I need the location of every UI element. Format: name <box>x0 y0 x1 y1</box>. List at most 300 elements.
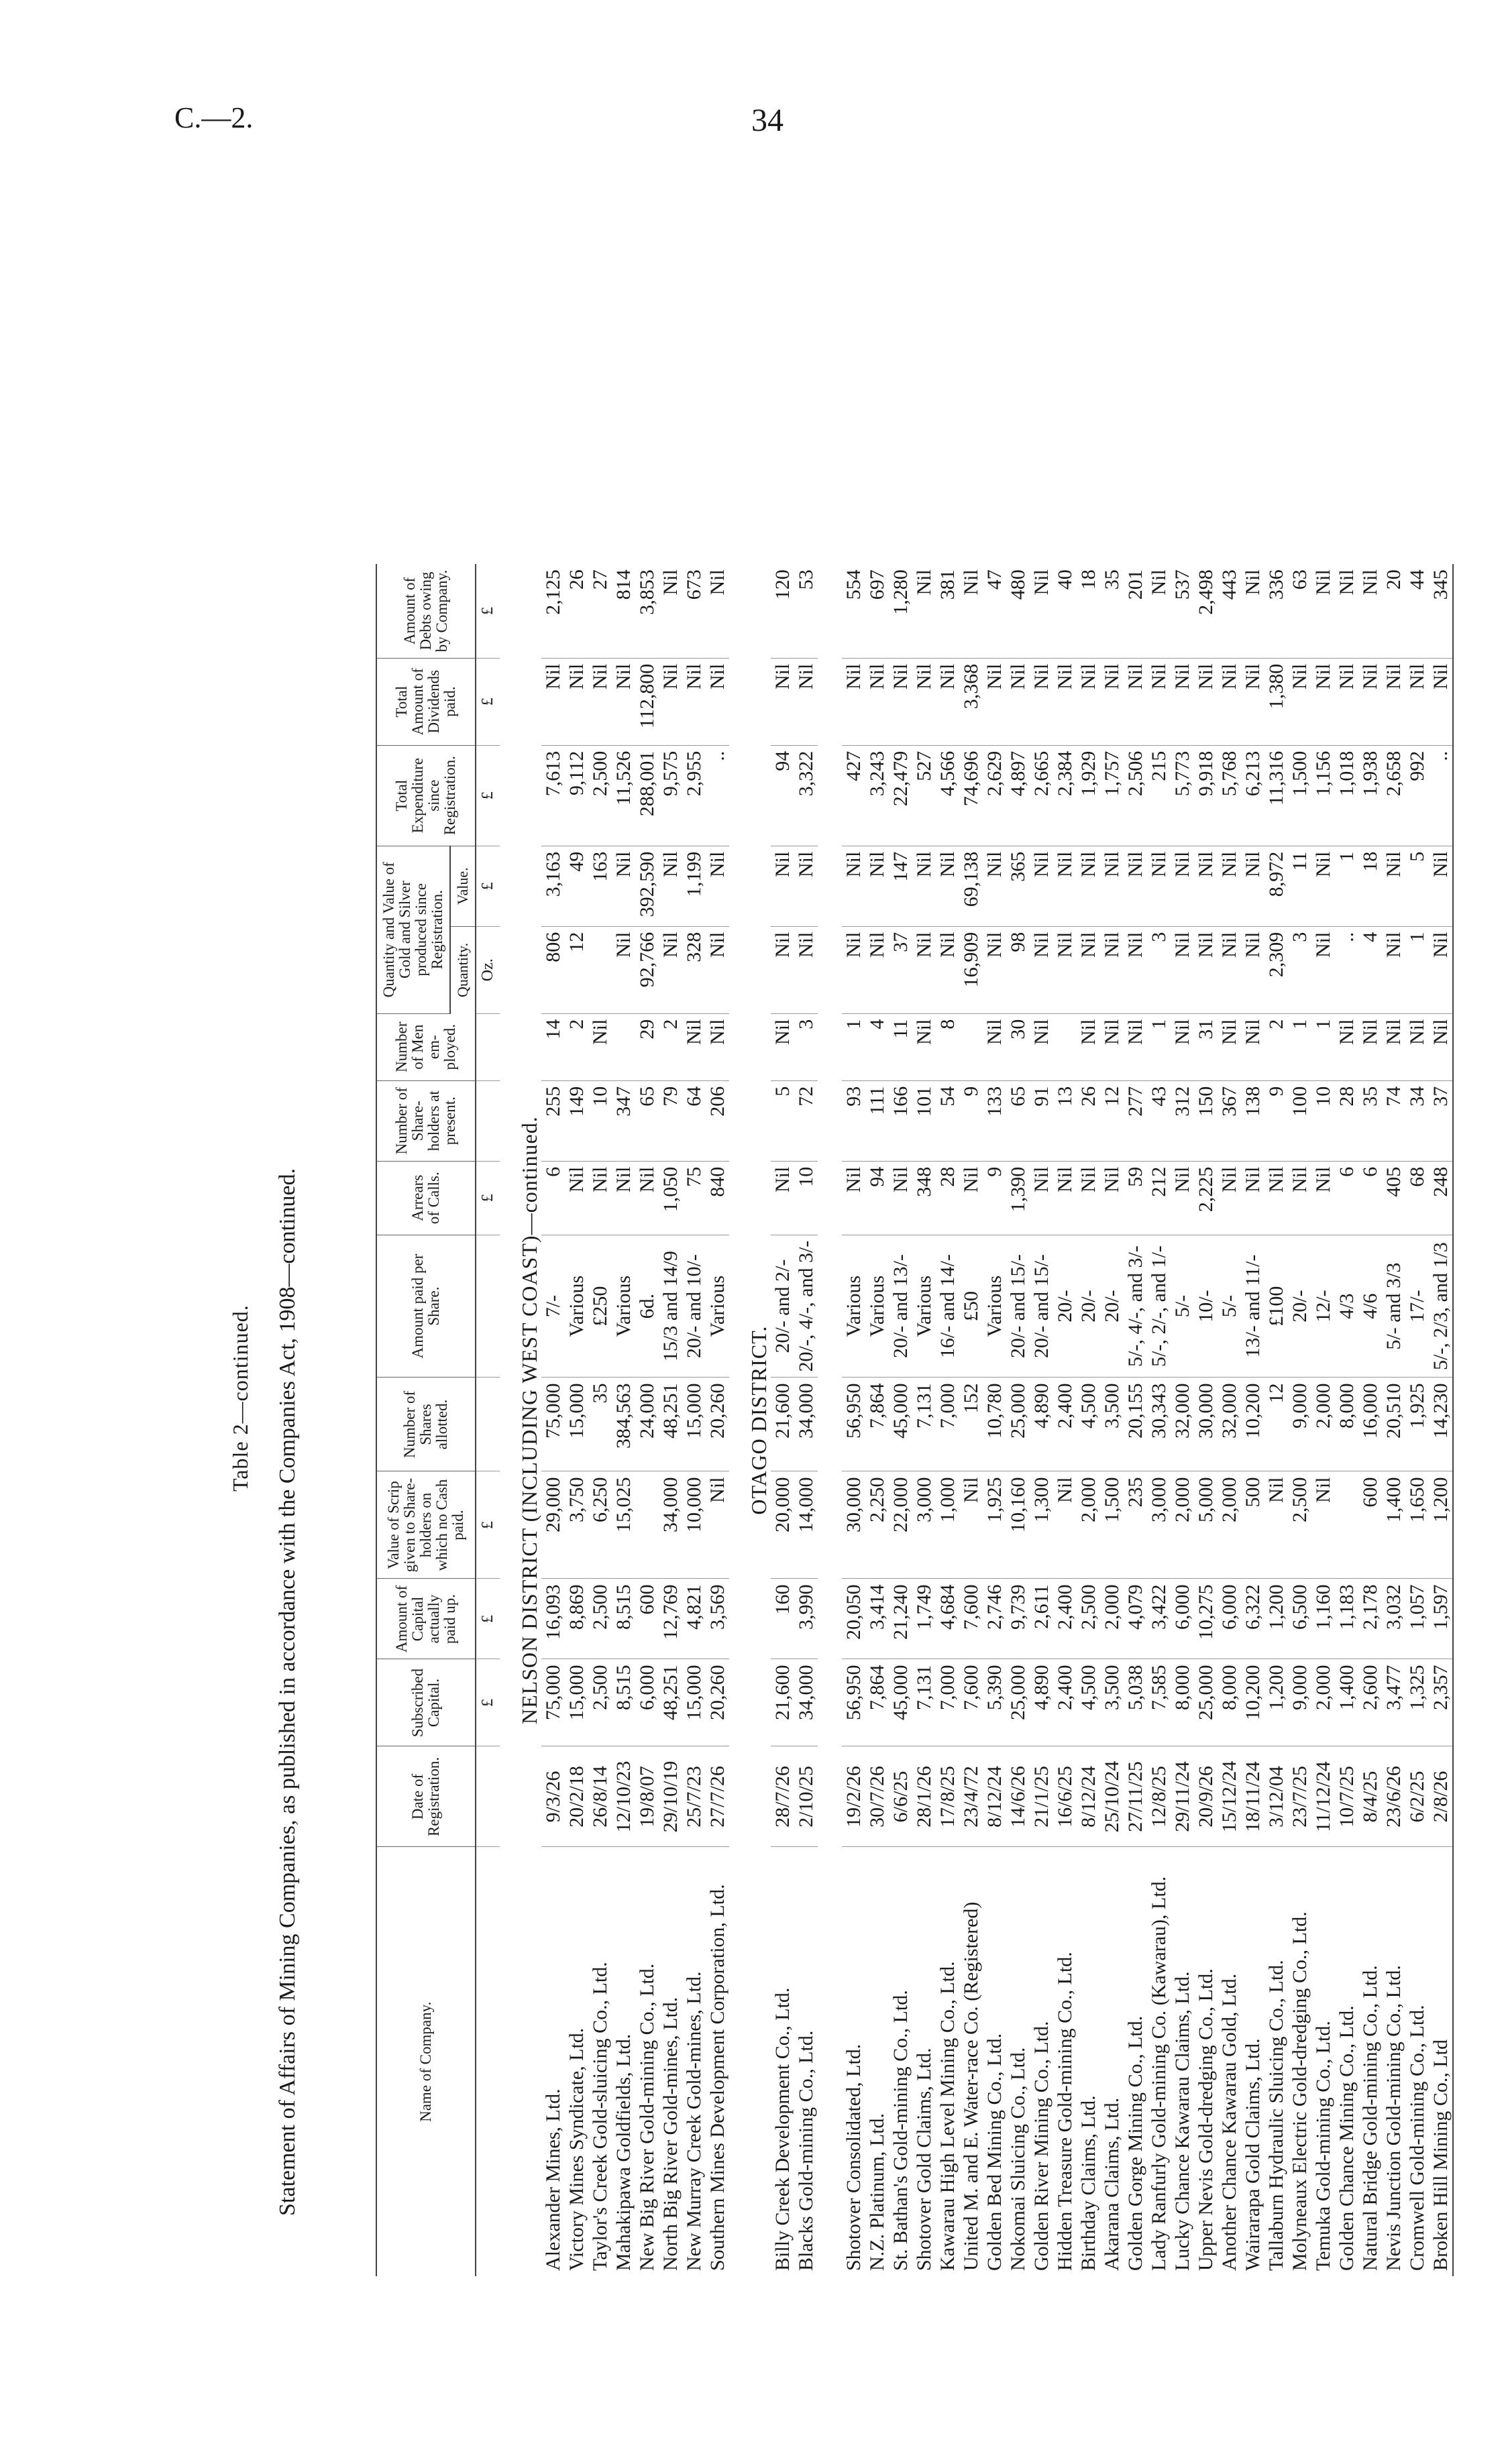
table-cell: 9,000 <box>1288 1378 1311 1471</box>
table-cell: Nil <box>1241 658 1265 745</box>
table-cell: 312 <box>1171 1080 1194 1161</box>
table-cell: 20/9/26 <box>1194 1746 1218 1847</box>
table-row <box>1405 564 1429 2276</box>
table-cell: 2,000 <box>1100 1579 1124 1659</box>
table-cell: Nil <box>682 658 706 745</box>
table-cell: 48,251 <box>659 1659 682 1746</box>
table-cell: Nil <box>771 846 794 926</box>
company-name-cell: Shotover Gold Claims, Ltd. <box>913 2048 935 2271</box>
table-cell: 3,500 <box>1100 1659 1124 1746</box>
table-cell: 1,925 <box>983 1471 1006 1579</box>
table-cell: 65 <box>1006 1080 1030 1161</box>
table-cell: 11,526 <box>612 745 635 846</box>
table-cell: 345 <box>1429 564 1453 658</box>
table-cell: 29/10/19 <box>659 1746 682 1847</box>
table-cell: .. <box>1335 926 1358 1013</box>
table-row <box>771 564 794 2276</box>
col-debts-header: Amount of Debts owing by Company. <box>376 564 476 658</box>
table-cell: 149 <box>565 1080 588 1161</box>
table-cell: Nil <box>1053 926 1077 1013</box>
table-cell: 814 <box>612 564 635 658</box>
col-paid-header: Amount of Capital actually paid up. <box>376 1579 476 1659</box>
table-cell: Various <box>983 1235 1006 1378</box>
table-row <box>912 564 936 2276</box>
table-cell: £100 <box>1265 1235 1288 1378</box>
table-cell: 381 <box>936 564 959 658</box>
col-expenditure-header: Total Expenditure since Registration. <box>376 745 476 846</box>
table-cell: 15,000 <box>565 1378 588 1471</box>
table-cell: 1,200 <box>1429 1471 1453 1579</box>
table-cell: Nil <box>1053 1471 1077 1579</box>
table-cell: Nil <box>565 1161 588 1235</box>
table-cell: 7,131 <box>912 1378 936 1471</box>
table-cell: 9,739 <box>1006 1579 1030 1659</box>
table-cell: 20/- and 10/- <box>682 1235 706 1378</box>
table-cell: 1,300 <box>1030 1471 1053 1579</box>
table-cell: 1,380 <box>1265 658 1288 745</box>
company-name-cell: New Big River Gold-mining Co., Ltd. <box>636 1963 658 2271</box>
table-cell: 2,658 <box>1382 745 1405 846</box>
table-cell: 5,768 <box>1218 745 1241 846</box>
table-cell: 8,000 <box>1171 1659 1194 1746</box>
table-cell: 992 <box>1405 745 1429 846</box>
table-cell: 20/- <box>1288 1235 1311 1378</box>
table-cell: 7,131 <box>912 1659 936 1746</box>
table-cell: 215 <box>1147 745 1171 846</box>
table-cell: 4,890 <box>1030 1378 1053 1471</box>
table-cell: 12/10/23 <box>612 1746 635 1847</box>
table-cell: Nil <box>1288 658 1311 745</box>
table-cell: £250 <box>588 1235 612 1378</box>
table-cell: 8/4/25 <box>1358 1746 1382 1847</box>
table-cell: Nil <box>1053 1161 1077 1235</box>
table-cell: 30/7/26 <box>865 1746 889 1847</box>
table-row <box>1429 564 1453 2276</box>
page-code: C.—2. <box>174 101 254 134</box>
table-cell: Nil <box>1100 1013 1124 1080</box>
table-cell: 7/- <box>541 1235 565 1378</box>
table-cell: 10/7/25 <box>1335 1746 1358 1847</box>
table-cell: 18 <box>1077 564 1100 658</box>
table-cell: 347 <box>612 1080 635 1161</box>
table-cell: 427 <box>842 745 865 846</box>
table-cell: 1,057 <box>1405 1579 1429 1659</box>
table-row <box>1358 564 1382 2276</box>
table-cell: Nil <box>1265 1471 1288 1579</box>
table-cell: Various <box>565 1235 588 1378</box>
table-cell: 3,414 <box>865 1579 889 1659</box>
table-cell: 9,918 <box>1194 745 1218 846</box>
col-holders-header: Number of Share-holders at present. <box>376 1080 476 1161</box>
table-cell: Nil <box>865 926 889 1013</box>
unit-pound: £ <box>476 846 500 926</box>
company-name-cell: Nokomai Sluicing Co., Ltd. <box>1007 2047 1029 2271</box>
table-cell: 6d. <box>635 1235 659 1378</box>
table-cell: 2,384 <box>1053 745 1077 846</box>
table-cell: 7,864 <box>865 1378 889 1471</box>
table-row <box>1218 564 1241 2276</box>
company-name-cell: Shotover Consolidated, Ltd. <box>843 2043 865 2271</box>
unit-pound: £ <box>476 1161 500 1235</box>
table-cell: 12,769 <box>659 1579 682 1659</box>
table-cell: 18 <box>1358 846 1382 926</box>
table-cell: 11 <box>889 1013 912 1080</box>
table-cell: 26 <box>1077 1080 1100 1161</box>
table-cell: 20/2/18 <box>565 1746 588 1847</box>
table-cell: 9/3/26 <box>541 1746 565 1847</box>
unit-pound: £ <box>476 1659 500 1746</box>
col-name-header: Name of Company. <box>376 1847 476 2276</box>
table-cell: 806 <box>541 926 565 1013</box>
table-cell: Nil <box>612 846 635 926</box>
table-cell: 63 <box>1288 564 1311 658</box>
table-cell: 1,018 <box>1335 745 1358 846</box>
company-name-cell: Golden Chance Mining Co., Ltd. <box>1336 2005 1358 2271</box>
table-cell: 15/12/24 <box>1218 1746 1241 1847</box>
spacer-row <box>818 564 842 2276</box>
table-cell: 3,990 <box>794 1579 818 1659</box>
table-cell: 112,800 <box>635 658 659 745</box>
table-cell: 69,138 <box>959 846 983 926</box>
table-row <box>565 564 588 2276</box>
table-cell: 1,650 <box>1405 1471 1429 1579</box>
table-cell: Nil <box>1147 564 1171 658</box>
company-name-cell: Victory Mines Syndicate, Ltd. <box>566 2027 588 2271</box>
table-cell: 43 <box>1147 1080 1171 1161</box>
table-cell: 23/7/25 <box>1288 1746 1311 1847</box>
table-cell: Nil <box>1030 846 1053 926</box>
table-cell: 6 <box>1335 1161 1358 1235</box>
table-cell: 35 <box>1358 1080 1382 1161</box>
table-cell: Nil <box>1405 1013 1429 1080</box>
table-cell: 6,000 <box>635 1659 659 1746</box>
company-name-cell: Akarana Claims, Ltd. <box>1101 2097 1123 2271</box>
table-cell: Nil <box>1171 926 1194 1013</box>
table-cell: 21,240 <box>889 1579 912 1659</box>
table-cell: 6 <box>1358 1161 1382 1235</box>
table-cell: Nil <box>612 926 635 1013</box>
table-cell: 15,000 <box>565 1659 588 1746</box>
table-cell: 45,000 <box>889 1659 912 1746</box>
table-cell: 2,506 <box>1124 745 1147 846</box>
table-row <box>682 564 706 2276</box>
table-cell: 5/-, 2/3, and 1/3 <box>1429 1235 1453 1378</box>
table-cell: 328 <box>682 926 706 1013</box>
table-cell: Nil <box>912 1013 936 1080</box>
table-row <box>588 564 612 2276</box>
table-cell: 3,500 <box>1100 1378 1124 1471</box>
table-cell: 2,309 <box>1265 926 1288 1013</box>
table-cell: 537 <box>1171 564 1194 658</box>
table-cell: 30,000 <box>842 1471 865 1579</box>
table-cell <box>1053 1013 1077 1080</box>
table-cell: Nil <box>1124 658 1147 745</box>
table-cell: 336 <box>1265 564 1288 658</box>
table-cell: 3,477 <box>1382 1659 1405 1746</box>
table-cell: 19/2/26 <box>842 1746 865 1847</box>
table-cell: Nil <box>1147 846 1171 926</box>
table-cell: 25,000 <box>1006 1378 1030 1471</box>
table-cell: 45,000 <box>889 1378 912 1471</box>
table-cell: 138 <box>1241 1080 1265 1161</box>
table-row <box>1124 564 1147 2276</box>
table-cell: 10,275 <box>1194 1579 1218 1659</box>
table-cell: 23/4/72 <box>959 1746 983 1847</box>
table-cell <box>612 1013 635 1080</box>
table-cell: Nil <box>706 1013 729 1080</box>
table-cell: 5,038 <box>1124 1659 1147 1746</box>
col-per-share-header: Amount paid per Share. <box>376 1235 476 1378</box>
table-cell: 152 <box>959 1378 983 1471</box>
table-cell: 16/- and 14/- <box>936 1235 959 1378</box>
table-cell: 5,773 <box>1171 745 1194 846</box>
table-cell: 3 <box>794 1013 818 1080</box>
col-men-header: Number of Men em-ployed. <box>376 1013 476 1080</box>
table-cell: 4/6 <box>1358 1235 1382 1378</box>
table-cell: 8,000 <box>1335 1378 1358 1471</box>
table-cell: 14,230 <box>1429 1378 1453 1471</box>
table-cell: Nil <box>1241 564 1265 658</box>
table-cell: 30 <box>1006 1013 1030 1080</box>
table-cell: Nil <box>1194 658 1218 745</box>
table-cell: 3 <box>1147 926 1171 1013</box>
table-cell: 14/6/26 <box>1006 1746 1030 1847</box>
table-row <box>1006 564 1030 2276</box>
table-cell: 47 <box>983 564 1006 658</box>
table-cell: 20/-, 4/-, and 3/- <box>794 1235 818 1378</box>
table-cell: 17/8/25 <box>936 1746 959 1847</box>
table-cell: 2,400 <box>1053 1659 1077 1746</box>
table-cell: 443 <box>1218 564 1241 658</box>
table-cell: 20/- and 15/- <box>1006 1235 1030 1378</box>
table-row <box>959 564 983 2276</box>
col-shares-header: Number of Shares allotted. <box>376 1378 476 1471</box>
table-cell: 6/6/25 <box>889 1746 912 1847</box>
table-cell: 248 <box>1429 1161 1453 1235</box>
table-cell: Nil <box>612 1161 635 1235</box>
table-row <box>659 564 682 2276</box>
table-cell: 12 <box>1100 1080 1124 1161</box>
table-cell: 10,200 <box>1241 1378 1265 1471</box>
table-cell: 10,200 <box>1241 1659 1265 1746</box>
company-name-cell: Another Chance Kawarau Gold, Ltd. <box>1218 1973 1240 2271</box>
table-cell: 20,510 <box>1382 1378 1405 1471</box>
table-cell: Nil <box>842 658 865 745</box>
table-cell: Nil <box>706 658 729 745</box>
table-cell: 673 <box>682 564 706 658</box>
table-cell: Nil <box>1358 658 1382 745</box>
table-cell: 2 <box>565 1013 588 1080</box>
table-cell: 3,422 <box>1147 1579 1171 1659</box>
table-cell: 2,500 <box>1288 1471 1311 1579</box>
table-cell: 1,160 <box>1311 1579 1335 1659</box>
table-row <box>1053 564 1077 2276</box>
table-cell: 16,000 <box>1358 1378 1382 1471</box>
company-name-cell: N.Z. Platinum, Ltd. <box>866 2113 888 2271</box>
table-cell: 8,972 <box>1265 846 1288 926</box>
table-cell: 212 <box>1147 1161 1171 1235</box>
table-cell: 37 <box>889 926 912 1013</box>
table-cell: Nil <box>1241 926 1265 1013</box>
table-cell: 4,566 <box>936 745 959 846</box>
table-cell: Nil <box>706 1471 729 1579</box>
table-cell: Nil <box>659 658 682 745</box>
table-cell: 9 <box>959 1080 983 1161</box>
table-cell: Nil <box>1311 658 1335 745</box>
table-cell: 34,000 <box>659 1471 682 1579</box>
table-cell <box>959 1013 983 1080</box>
table-cell: 28 <box>1335 1080 1358 1161</box>
table-cell: 1,597 <box>1429 1579 1453 1659</box>
table-cell: 1,938 <box>1358 745 1382 846</box>
table-cell: 21,600 <box>771 1378 794 1471</box>
table-cell: 3,853 <box>635 564 659 658</box>
company-name-cell: Golden Bed Mining Co., Ltd. <box>983 2033 1006 2271</box>
company-name-cell: Temuka Gold-mining Co., Ltd. <box>1312 2021 1334 2271</box>
table-cell: 4,897 <box>1006 745 1030 846</box>
table-row <box>1194 564 1218 2276</box>
table-cell: 1,749 <box>912 1579 936 1659</box>
table-cell: 5 <box>1405 846 1429 926</box>
table-cell: 68 <box>1405 1161 1429 1235</box>
table-cell: 3,163 <box>541 846 565 926</box>
table-cell: 1,929 <box>1077 745 1100 846</box>
table-cell: Nil <box>842 846 865 926</box>
table-row <box>842 564 865 2276</box>
company-name-cell: Molyneaux Electric Gold-dredging Co., Ltd. <box>1289 1911 1311 2271</box>
table-cell: Nil <box>983 846 1006 926</box>
table-row <box>1288 564 1311 2276</box>
table-cell: 7,864 <box>865 1659 889 1746</box>
table-cell: 20/- <box>1053 1235 1077 1378</box>
table-cell: Nil <box>1218 926 1241 1013</box>
table-cell: Various <box>842 1235 865 1378</box>
table-cell: 22,479 <box>889 745 912 846</box>
table-cell: 100 <box>1288 1080 1311 1161</box>
table-cell: 2 <box>659 1013 682 1080</box>
table-cell: 17/- <box>1405 1235 1429 1378</box>
company-name-cell: Mahakipawa Goldfields, Ltd. <box>612 2033 635 2271</box>
table-cell: Nil <box>1311 926 1335 1013</box>
table-cell: 1 <box>1147 1013 1171 1080</box>
table-cell: Nil <box>1171 1161 1194 1235</box>
table-label: Table 2—continued. <box>228 1304 252 1492</box>
table-cell: 20,260 <box>706 1378 729 1471</box>
company-name-cell: New Murray Creek Gold-mines, Ltd. <box>683 1971 705 2271</box>
table-cell: 4,684 <box>936 1579 959 1659</box>
table-cell: Nil <box>1030 1013 1053 1080</box>
table-cell: 9,575 <box>659 745 682 846</box>
table-cell: Nil <box>1335 564 1358 658</box>
table-cell: Nil <box>865 846 889 926</box>
table-cell: 9,112 <box>565 745 588 846</box>
table-cell: 3,569 <box>706 1579 729 1659</box>
table-cell: 2,178 <box>1358 1579 1382 1659</box>
table-cell: Nil <box>706 846 729 926</box>
table-cell: 32,000 <box>1171 1378 1194 1471</box>
table-cell: 10 <box>1311 1080 1335 1161</box>
table-cell: Nil <box>1077 658 1100 745</box>
table-cell: 1 <box>1335 846 1358 926</box>
table-cell: 20,260 <box>706 1659 729 1746</box>
table-cell: Nil <box>1030 564 1053 658</box>
table-cell: 160 <box>771 1579 794 1659</box>
table-cell: Nil <box>1100 846 1124 926</box>
table-cell: Nil <box>842 1161 865 1235</box>
table-cell: 367 <box>1218 1080 1241 1161</box>
table-cell: 26/8/14 <box>588 1746 612 1847</box>
table-cell: Nil <box>1077 926 1100 1013</box>
table-cell: 72 <box>794 1080 818 1161</box>
table-cell: Nil <box>865 658 889 745</box>
table-cell: 18/11/24 <box>1241 1746 1265 1847</box>
company-name-cell: Golden Gorge Mining Co., Ltd. <box>1124 2015 1146 2271</box>
table-cell: Nil <box>1382 1013 1405 1080</box>
col-quantity-header: Quantity. <box>450 926 476 1013</box>
table-cell: 500 <box>1241 1471 1265 1579</box>
table-cell: 405 <box>1382 1161 1405 1235</box>
table-cell: 3,000 <box>912 1471 936 1579</box>
table-cell: 7,000 <box>936 1378 959 1471</box>
table-cell: 44 <box>1405 564 1429 658</box>
table-cell: 2,400 <box>1053 1378 1077 1471</box>
col-arrears-header: Arrears of Calls. <box>376 1161 476 1235</box>
table-cell: Nil <box>983 658 1006 745</box>
table-cell: 5,390 <box>983 1659 1006 1746</box>
table-cell: 31 <box>1194 1013 1218 1080</box>
unit-pound: £ <box>476 564 500 658</box>
table-cell: 74,696 <box>959 745 983 846</box>
table-cell: 6,322 <box>1241 1579 1265 1659</box>
table-cell: Nil <box>1218 846 1241 926</box>
table-cell: 28 <box>936 1161 959 1235</box>
table-cell: 6,000 <box>1171 1579 1194 1659</box>
table-cell: 29/11/24 <box>1171 1746 1194 1847</box>
table-cell: 9,000 <box>1288 1659 1311 1746</box>
table-cell: 28/7/26 <box>771 1746 794 1847</box>
table-cell: 3,368 <box>959 658 983 745</box>
table-cell: 4,079 <box>1124 1579 1147 1659</box>
table-cell: 27/11/25 <box>1124 1746 1147 1847</box>
table-cell: 4,821 <box>682 1579 706 1659</box>
table-cell: Nil <box>612 658 635 745</box>
table-cell: 13 <box>1053 1080 1077 1161</box>
table-cell: 35 <box>588 1378 612 1471</box>
table-cell: 163 <box>588 846 612 926</box>
table-cell: 3,000 <box>1147 1471 1171 1579</box>
table-cell: 15/3 and 14/9 <box>659 1235 682 1378</box>
table-cell: Nil <box>682 1013 706 1080</box>
table-cell: 49 <box>565 846 588 926</box>
table-cell: Nil <box>936 658 959 745</box>
table-cell <box>635 1471 659 1579</box>
table-cell: 4,500 <box>1077 1378 1100 1471</box>
table-cell: 1 <box>1405 926 1429 1013</box>
table-cell: 35 <box>1100 564 1124 658</box>
table-cell: 3,750 <box>565 1471 588 1579</box>
table-cell: 3,322 <box>794 745 818 846</box>
table-cell: 20/- and 15/- <box>1030 1235 1053 1378</box>
table-cell: Nil <box>912 658 936 745</box>
table-cell: Nil <box>588 1013 612 1080</box>
table-cell: Nil <box>1124 926 1147 1013</box>
table-cell: 2,500 <box>588 1659 612 1746</box>
table-cell: 23/6/26 <box>1382 1746 1405 1847</box>
table-cell: 206 <box>706 1080 729 1161</box>
table-cell: 2,498 <box>1194 564 1218 658</box>
unit-pound: £ <box>476 745 500 846</box>
table-cell: Nil <box>1171 658 1194 745</box>
